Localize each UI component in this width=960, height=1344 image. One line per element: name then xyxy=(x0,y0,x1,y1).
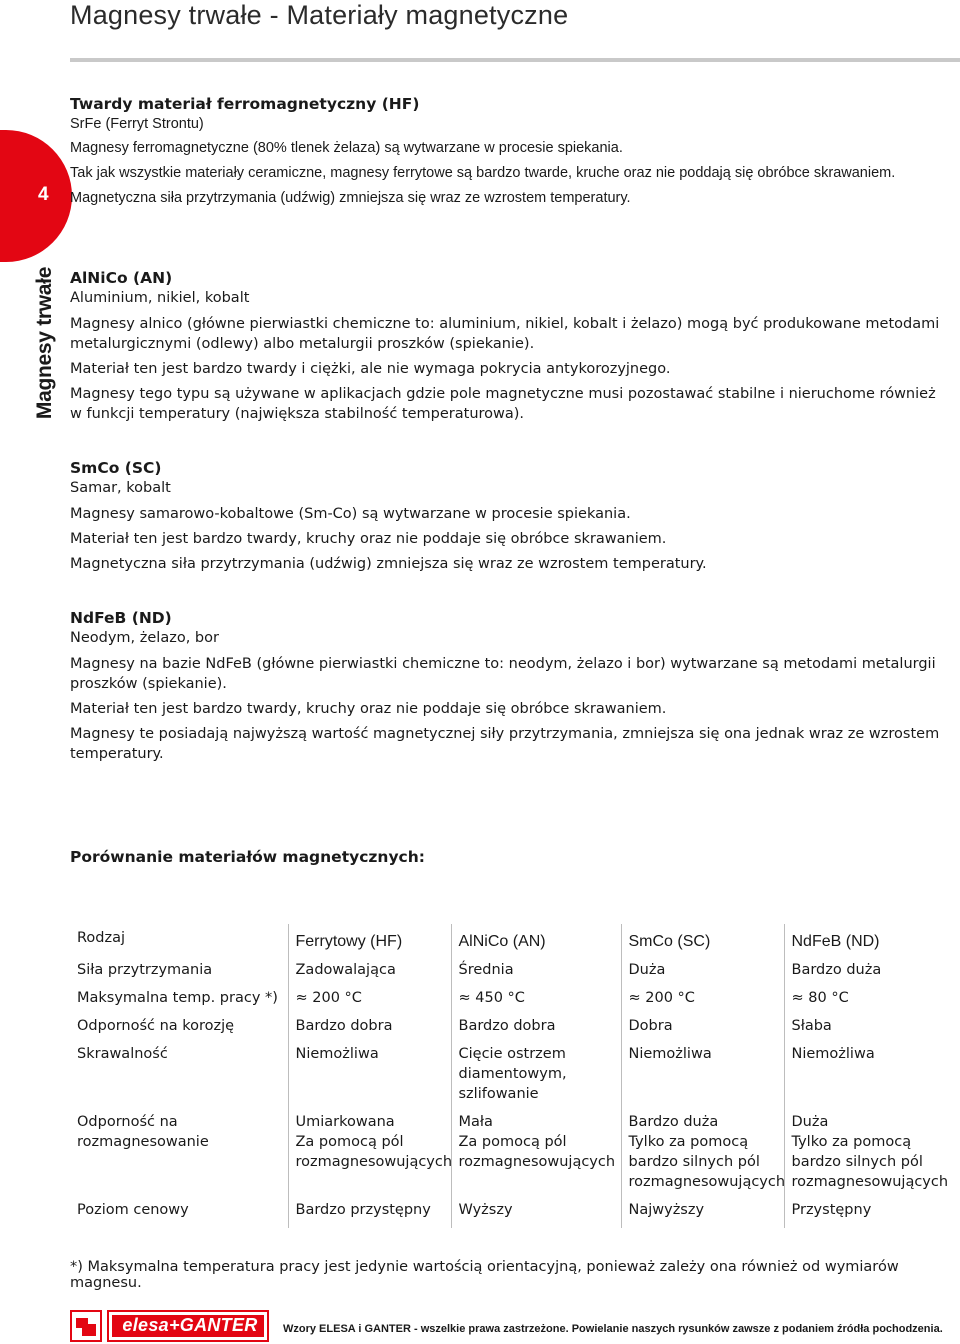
section-smco xyxy=(70,458,950,579)
section-title: SmCo (SC) xyxy=(70,459,162,477)
table-body xyxy=(70,960,960,1228)
table-cell: ≈ 450 °C xyxy=(451,988,621,1016)
table-header-row xyxy=(70,924,960,960)
row-label: Poziom cenowy xyxy=(77,1202,189,1218)
paragraph: Magnetyczna siła przytrzymania (udźwig) zmniejsza się wraz ze wzrostem temperatury. xyxy=(70,556,707,572)
section-tab xyxy=(0,130,72,262)
copyright-notice: Wzory ELESA i GANTER - wszelkie prawa zastrzeżone. Powielanie naszych rysunków zawsze z podaniem źródła pochodzenia. xyxy=(283,1323,943,1335)
table-cell: Zadowalająca xyxy=(288,960,451,988)
table-cell: Przystępny xyxy=(784,1200,960,1228)
paragraph: Magnesy te posiadają najwyższą wartość magnetycznej siły przytrzymania, zmniejsza się ona jednak wraz ze wzrostem temperatury. xyxy=(70,726,940,762)
paragraph: Tak jak wszystkie materiały ceramiczne, magnesy ferrytowe są bardzo twarde, kruche oraz nie poddają się obróbce skrawaniem. xyxy=(70,165,896,181)
column-header: Rodzaj xyxy=(77,930,126,946)
section-title: Twardy materiał ferromagnetyczny (HF) xyxy=(70,95,420,113)
table-cell: ≈ 80 °C xyxy=(784,988,960,1016)
table-cell: Bardzo dobra xyxy=(288,1016,451,1044)
table-cell: Bardzo duża Tylko za pomocą bardzo silnych pól rozmagnesowujących xyxy=(621,1112,784,1200)
comparison-table xyxy=(70,924,960,1228)
paragraph: Magnesy na bazie NdFeB (główne pierwiastki chemiczne to: neodym, żelazo i bor) wytwarzane są metodami metalurgii proszków (spiekanie). xyxy=(70,656,936,692)
row-label: Odporność na korozję xyxy=(77,1018,235,1034)
table-cell: Mała Za pomocą pól rozmagnesowujących xyxy=(451,1112,621,1200)
paragraph: Materiał ten jest bardzo twardy, kruchy oraz nie poddaje się obróbce skrawaniem. xyxy=(70,531,667,547)
column-header: AlNiCo (AN) xyxy=(451,924,621,960)
column-header: SmCo (SC) xyxy=(621,924,784,960)
table-cell: Bardzo przystępny xyxy=(288,1200,451,1228)
table-cell: Duża Tylko za pomocą bardzo silnych pól rozmagnesowujących xyxy=(784,1112,960,1200)
table-cell: Najwyższy xyxy=(621,1200,784,1228)
table-cell: Bardzo dobra xyxy=(451,1016,621,1044)
section-title: AlNiCo (AN) xyxy=(70,269,173,287)
paragraph: Materiał ten jest bardzo twardy, kruchy oraz nie poddaje się obróbce skrawaniem. xyxy=(70,701,667,717)
paragraph: Magnesy ferromagnetyczne (80% tlenek żelaza) są wytwarzane w procesie spiekania. xyxy=(70,140,623,156)
footnote: *) Maksymalna temperatura pracy jest jedynie wartością orientacyjną, ponieważ zależy ona również od wymiarów magnesu. xyxy=(70,1259,899,1291)
table-row xyxy=(70,1112,960,1200)
table-row xyxy=(70,1200,960,1228)
row-label: Maksymalna temp. pracy *) xyxy=(77,990,278,1006)
table-cell: Słaba xyxy=(784,1016,960,1044)
section-ndfeb xyxy=(70,608,950,769)
section-number: 4 xyxy=(38,184,49,205)
table-cell: Niemożliwa xyxy=(621,1044,784,1112)
paragraph: Magnesy alnico (główne pierwiastki chemiczne to: aluminium, nikiel, kobalt i żelazo) mogą być produkowane metodami metalurgicznymi (odlewy) albo metalurgii proszków (spiekanie). xyxy=(70,316,940,352)
logo-wordmark: elesa+GANTER xyxy=(122,1315,258,1335)
table-cell: ≈ 200 °C xyxy=(621,988,784,1016)
column-header: NdFeB (ND) xyxy=(784,924,960,960)
row-label: Skrawalność xyxy=(77,1046,168,1062)
paragraph: Magnetyczna siła przytrzymania (udźwig) zmniejsza się wraz ze wzrostem temperatury. xyxy=(70,190,631,206)
title-rule xyxy=(70,58,960,62)
table-cell: Niemożliwa xyxy=(288,1044,451,1112)
table-cell: Duża xyxy=(621,960,784,988)
section-hf xyxy=(70,94,950,213)
table-cell: ≈ 200 °C xyxy=(288,988,451,1016)
side-section-label: Magnesy trwałe xyxy=(33,266,56,420)
row-label: Odporność na rozmagnesowanie xyxy=(77,1114,209,1150)
row-label: Siła przytrzymania xyxy=(77,962,213,978)
table-row xyxy=(70,1044,960,1112)
table-cell: Wyższy xyxy=(451,1200,621,1228)
table-row xyxy=(70,988,960,1016)
section-subtitle: Neodym, żelazo, bor xyxy=(70,630,219,646)
table-cell: Dobra xyxy=(621,1016,784,1044)
comparison-title: Porównanie materiałów magnetycznych: xyxy=(70,848,425,866)
table-cell: Bardzo duża xyxy=(784,960,960,988)
paragraph: Magnesy tego typu są używane w aplikacjach gdzie pole magnetyczne musi pozostawać stabilne i nieruchome również w funkcji temperatury (największa stabilność temperaturowa). xyxy=(70,386,936,422)
table-cell: Niemożliwa xyxy=(784,1044,960,1112)
table-row xyxy=(70,960,960,988)
column-header: Ferrytowy (HF) xyxy=(288,924,451,960)
table-cell: Średnia xyxy=(451,960,621,988)
section-title: NdFeB (ND) xyxy=(70,609,172,627)
table-row xyxy=(70,1016,960,1044)
paragraph: Materiał ten jest bardzo twardy i ciężki, ale nie wymaga pokrycia antykorozyjnego. xyxy=(70,361,671,377)
paragraph: Magnesy samarowo-kobaltowe (Sm-Co) są wytwarzane w procesie spiekania. xyxy=(70,506,631,522)
section-alnico xyxy=(70,268,950,429)
section-subtitle: Aluminium, nikiel, kobalt xyxy=(70,290,250,306)
table-cell: Cięcie ostrzem diamentowym, szlifowanie xyxy=(451,1044,621,1112)
page-title: Magnesy trwałe - Materiały magnetyczne xyxy=(70,0,569,30)
section-subtitle: Samar, kobalt xyxy=(70,480,171,496)
section-subtitle: SrFe (Ferryt Strontu) xyxy=(70,116,204,132)
table-cell: Umiarkowana Za pomocą pól rozmagnesowujących xyxy=(288,1112,451,1200)
